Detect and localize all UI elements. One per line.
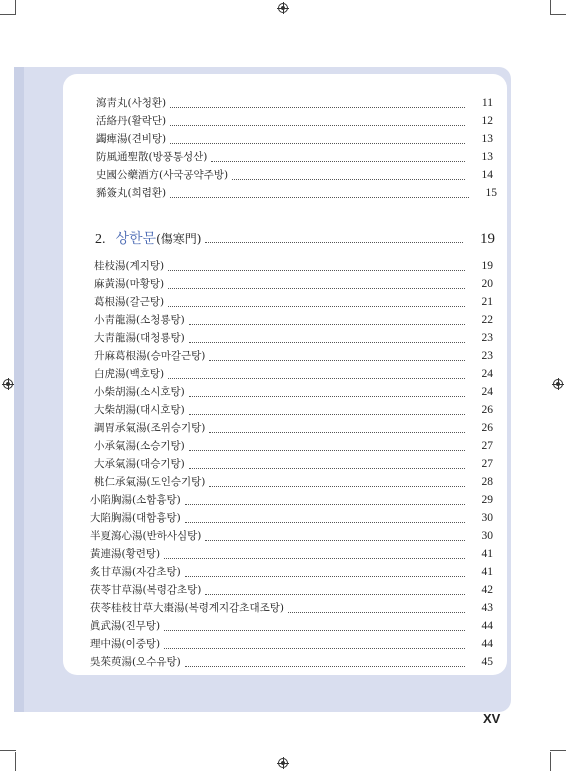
toc-entry-page: 44 (481, 620, 493, 632)
toc-entry-title: 活絡丹(활락단) (96, 115, 167, 127)
toc-entry-page: 13 (481, 133, 493, 145)
toc-entry-title: 桂枝湯(계지탕) (94, 260, 165, 272)
toc-entry-title: 白虎湯(백호탕) (94, 368, 165, 380)
toc-entry[interactable] (94, 402, 493, 418)
toc-entry[interactable] (90, 636, 493, 652)
toc-entry[interactable] (96, 95, 493, 111)
leader-dots (185, 576, 465, 577)
leader-dots (168, 306, 465, 307)
toc-entry-title: 理中湯(이중탕) (90, 638, 161, 650)
toc-entry-page: 29 (481, 494, 493, 506)
toc-entry-page: 23 (481, 350, 493, 362)
registration-mark-icon (278, 758, 288, 768)
crop-mark (0, 750, 16, 751)
toc-entry-page: 20 (481, 278, 493, 290)
leader-dots (205, 594, 465, 595)
crop-mark (550, 752, 551, 771)
leader-dots (170, 143, 465, 144)
toc-entry-title: 小靑龍湯(소청룡탕) (94, 314, 185, 326)
toc-entry-page: 21 (481, 296, 493, 308)
leader-dots (205, 242, 463, 243)
registration-mark-icon (553, 379, 563, 389)
leader-dots (232, 179, 465, 180)
toc-entry[interactable] (96, 149, 493, 165)
toc-entry-title: 豨簽丸(희렴환) (96, 187, 167, 199)
toc-entry-title: 眞武湯(진무탕) (90, 620, 161, 632)
toc-entry[interactable] (94, 456, 493, 472)
toc-entry-page: 44 (481, 638, 493, 650)
section-number: 2. (95, 232, 106, 247)
toc-entry-title: 葛根湯(갈근탕) (94, 296, 165, 308)
toc-entry-title: 小承氣湯(소승기탕) (94, 440, 185, 452)
toc-entry-title: 大靑龍湯(대청룡탕) (94, 332, 185, 344)
section-title-korean: 상한문 (115, 231, 157, 247)
crop-mark (550, 14, 566, 15)
toc-entry-page: 41 (481, 566, 493, 578)
toc-entry-page: 14 (481, 169, 493, 181)
registration-mark-icon (278, 3, 288, 13)
leader-dots (209, 432, 465, 433)
toc-entry-title: 茯苓甘草湯(복령감초탕) (90, 584, 202, 596)
leader-dots (168, 270, 465, 271)
section-page: 19 (480, 231, 495, 247)
leader-dots (209, 486, 465, 487)
crop-mark (0, 14, 16, 15)
toc-entry-page: 24 (481, 386, 493, 398)
toc-entry-page: 11 (481, 97, 493, 109)
leader-dots (189, 450, 465, 451)
leader-dots (185, 666, 465, 667)
crop-mark (15, 0, 16, 14)
crop-mark (550, 0, 551, 14)
toc-entry-title: 大柴胡湯(대시호탕) (94, 404, 185, 416)
toc-entry[interactable] (90, 492, 493, 508)
leader-dots (170, 107, 465, 108)
leader-dots (164, 630, 465, 631)
toc-entry-title: 蠲痺湯(견비탕) (96, 133, 167, 145)
toc-entry-title: 茯苓桂枝甘草大棗湯(복령계지감초대조탕) (90, 602, 284, 614)
toc-entry-page: 23 (481, 332, 493, 344)
toc-entry-title: 調胃承氣湯(조위승기탕) (94, 422, 206, 434)
toc-entry[interactable] (94, 330, 493, 346)
leader-dots (170, 197, 469, 198)
toc-entry[interactable] (90, 654, 493, 670)
toc-entry-page: 19 (481, 260, 493, 272)
toc-entry-title: 吳茱萸湯(오수유탕) (90, 656, 181, 668)
leader-dots (168, 378, 465, 379)
toc-entry[interactable] (90, 528, 493, 544)
toc-entry[interactable] (90, 546, 493, 562)
leader-dots (189, 396, 465, 397)
leader-dots (168, 288, 465, 289)
toc-entry[interactable] (90, 600, 493, 616)
toc-entry-page: 45 (481, 656, 493, 668)
leader-dots (189, 324, 465, 325)
toc-entry[interactable] (94, 420, 493, 436)
toc-entry[interactable] (94, 384, 493, 400)
toc-entry-page: 26 (481, 404, 493, 416)
leader-dots (189, 414, 465, 415)
toc-entry-page: 22 (481, 314, 493, 326)
toc-entry-page: 43 (481, 602, 493, 614)
toc-entry[interactable] (94, 258, 493, 274)
toc-entry-page: 27 (481, 440, 493, 452)
leader-dots (185, 522, 465, 523)
toc-entry-title: 防風通聖散(방풍통성산) (96, 151, 208, 163)
toc-entry-page: 13 (481, 151, 493, 163)
registration-mark-icon (3, 379, 13, 389)
toc-entry-page: 27 (481, 458, 493, 470)
toc-entry-title: 桃仁承氣湯(도인승기탕) (94, 476, 206, 488)
leader-dots (189, 468, 465, 469)
toc-entry-title: 麻黃湯(마황탕) (94, 278, 165, 290)
crop-mark (550, 750, 566, 751)
toc-entry[interactable] (96, 131, 493, 147)
toc-entry-title: 小陷胸湯(소함흉탕) (90, 494, 181, 506)
toc-entry-title: 炙甘草湯(자감초탕) (90, 566, 181, 578)
toc-entry[interactable] (94, 312, 493, 328)
toc-entry-page: 24 (481, 368, 493, 380)
toc-entry-page: 28 (481, 476, 493, 488)
toc-entry[interactable] (94, 294, 493, 310)
toc-entry-page: 30 (481, 512, 493, 524)
toc-entry[interactable] (96, 167, 493, 183)
leader-dots (185, 504, 465, 505)
leader-dots (211, 161, 465, 162)
leader-dots (209, 360, 465, 361)
toc-entry-title: 大陷胸湯(대함흉탕) (90, 512, 181, 524)
toc-entry-title: 黃連湯(황련탕) (90, 548, 161, 560)
section-title-hanja: (傷寒門) (156, 232, 202, 246)
leader-dots (164, 558, 465, 559)
toc-entry-page: 15 (485, 187, 497, 199)
toc-entry-title: 大承氣湯(대승기탕) (94, 458, 185, 470)
leader-dots (288, 612, 465, 613)
toc-entry[interactable] (94, 366, 493, 382)
toc-entry-title: 史國公藥酒方(사국공약주방) (96, 169, 229, 181)
toc-entry-page: 41 (481, 548, 493, 560)
leader-dots (164, 648, 465, 649)
toc-entry[interactable] (94, 276, 493, 292)
toc-entry-title: 瀉靑丸(사청환) (96, 97, 167, 109)
toc-entry[interactable] (96, 185, 497, 201)
toc-entry-title: 小柴胡湯(소시호탕) (94, 386, 185, 398)
toc-entry[interactable] (90, 582, 493, 598)
crop-mark (15, 752, 16, 771)
toc-entry-title: 升麻葛根湯(승마갈근탕) (94, 350, 206, 362)
toc-entry[interactable] (94, 474, 493, 490)
leader-dots (189, 342, 465, 343)
left-edge-bar (14, 67, 24, 712)
toc-entry-title: 半夏瀉心湯(반하사심탕) (90, 530, 202, 542)
toc-entry[interactable] (94, 348, 493, 364)
toc-entry[interactable] (94, 438, 493, 454)
toc-entry-page: 12 (481, 115, 493, 127)
toc-entry[interactable] (90, 618, 493, 634)
toc-entry[interactable] (90, 564, 493, 580)
toc-entry-page: 26 (481, 422, 493, 434)
toc-entry-page: 42 (481, 584, 493, 596)
leader-dots (205, 540, 465, 541)
page-folio: XV (483, 711, 501, 726)
toc-entry[interactable] (96, 113, 493, 129)
section-heading[interactable] (95, 228, 495, 248)
toc-entry-page: 30 (481, 530, 493, 542)
toc-entry[interactable] (90, 510, 493, 526)
leader-dots (170, 125, 465, 126)
